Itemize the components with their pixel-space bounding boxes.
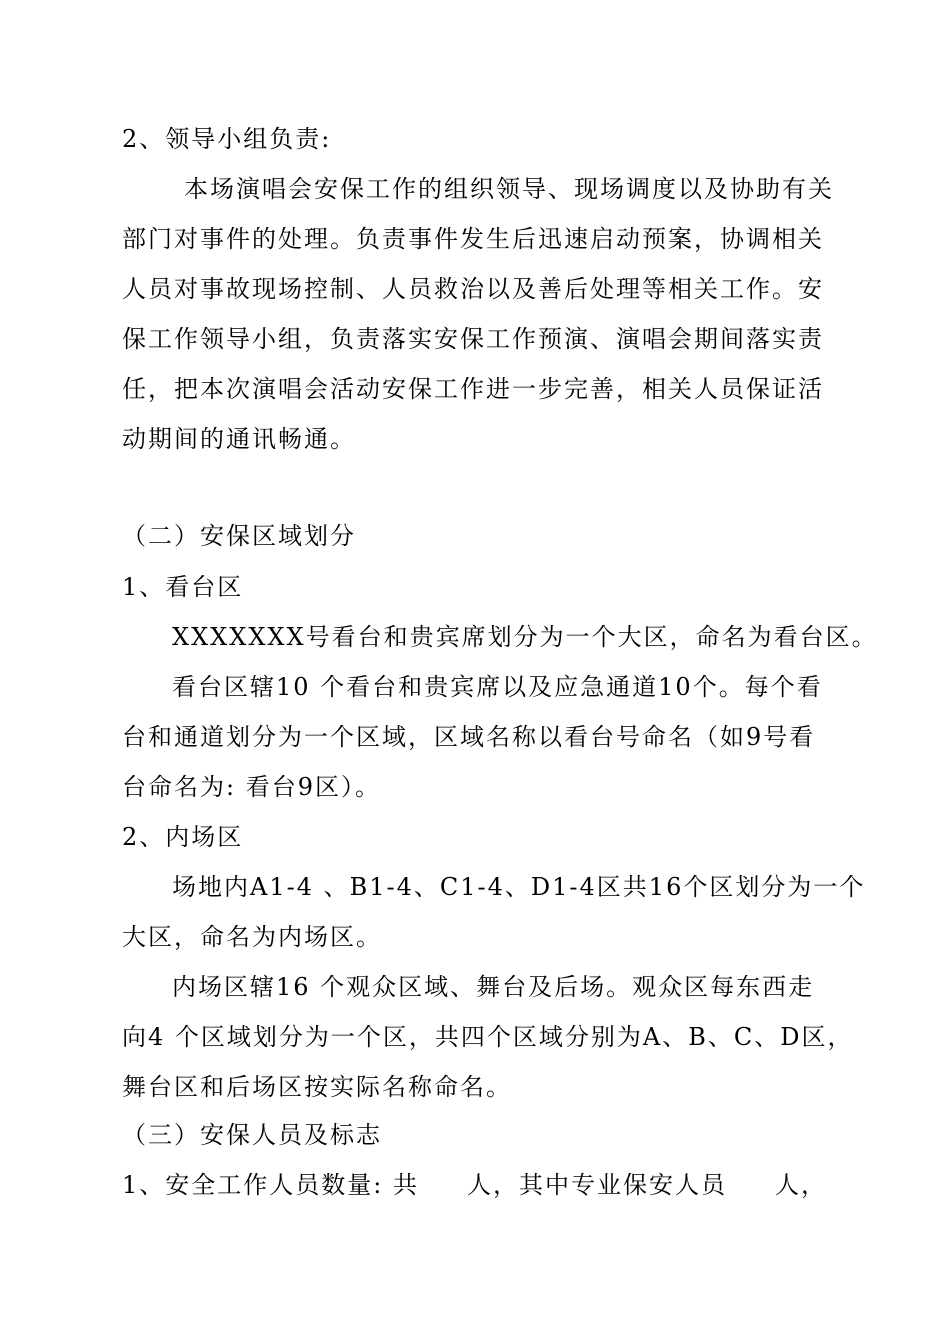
paragraph-line: 台和通道划分为一个区域，区域名称以看台号命名（如9号看 [122, 723, 816, 751]
paragraph-line: 场地内A1-4 、B1-4、C1-4、D1-4区共16个区划分为一个 [172, 873, 866, 901]
staff-count-part: 人， [774, 1171, 827, 1199]
paragraph-line: 台命名为: 看台9区）。 [122, 773, 381, 801]
paragraph-line: 舞台区和后场区按实际名称命名。 [122, 1073, 512, 1101]
staff-count-line [122, 1170, 827, 1200]
staff-count-part: 1、安全工作人员数量: 共 [122, 1171, 419, 1199]
paragraph-line: 部门对事件的处理。负责事件发生后迅速启动预案，协调相关 [122, 225, 824, 253]
subheading-inner-field-area: 2、内场区 [122, 823, 244, 851]
paragraph-line: 内场区辖16 个观众区域、舞台及后场。观众区每东西走 [172, 973, 815, 1001]
paragraph-line: 本场演唱会安保工作的组织领导、现场调度以及协助有关 [184, 175, 834, 203]
section-heading-security-staff: （三）安保人员及标志 [122, 1121, 382, 1149]
paragraph-line: 保工作领导小组，负责落实安保工作预演、演唱会期间落实责 [122, 325, 824, 353]
paragraph-line: 大区，命名为内场区。 [122, 923, 382, 951]
subheading-stand-area: 1、看台区 [122, 573, 244, 601]
paragraph-line: 看台区辖10 个看台和贵宾席以及应急通道10个。每个看 [172, 673, 823, 701]
paragraph-line: 向4 个区域划分为一个区，共四个区域分别为A、B、C、D区， [122, 1023, 854, 1051]
paragraph-line: XXXXXXX号看台和贵宾席划分为一个大区，命名为看台区。 [172, 623, 878, 651]
paragraph-line: 任，把本次演唱会活动安保工作进一步完善，相关人员保证活 [122, 375, 824, 403]
staff-count-part: 人，其中专业保安人员 [466, 1171, 727, 1199]
section-heading-security-zones: （二）安保区域划分 [122, 522, 356, 550]
paragraph-line: 动期间的通讯畅通。 [122, 425, 356, 453]
paragraph-line: 人员对事故现场控制、人员救治以及善后处理等相关工作。安 [122, 275, 824, 303]
section-heading-leadership-duty: 2、领导小组负责: [122, 125, 332, 153]
